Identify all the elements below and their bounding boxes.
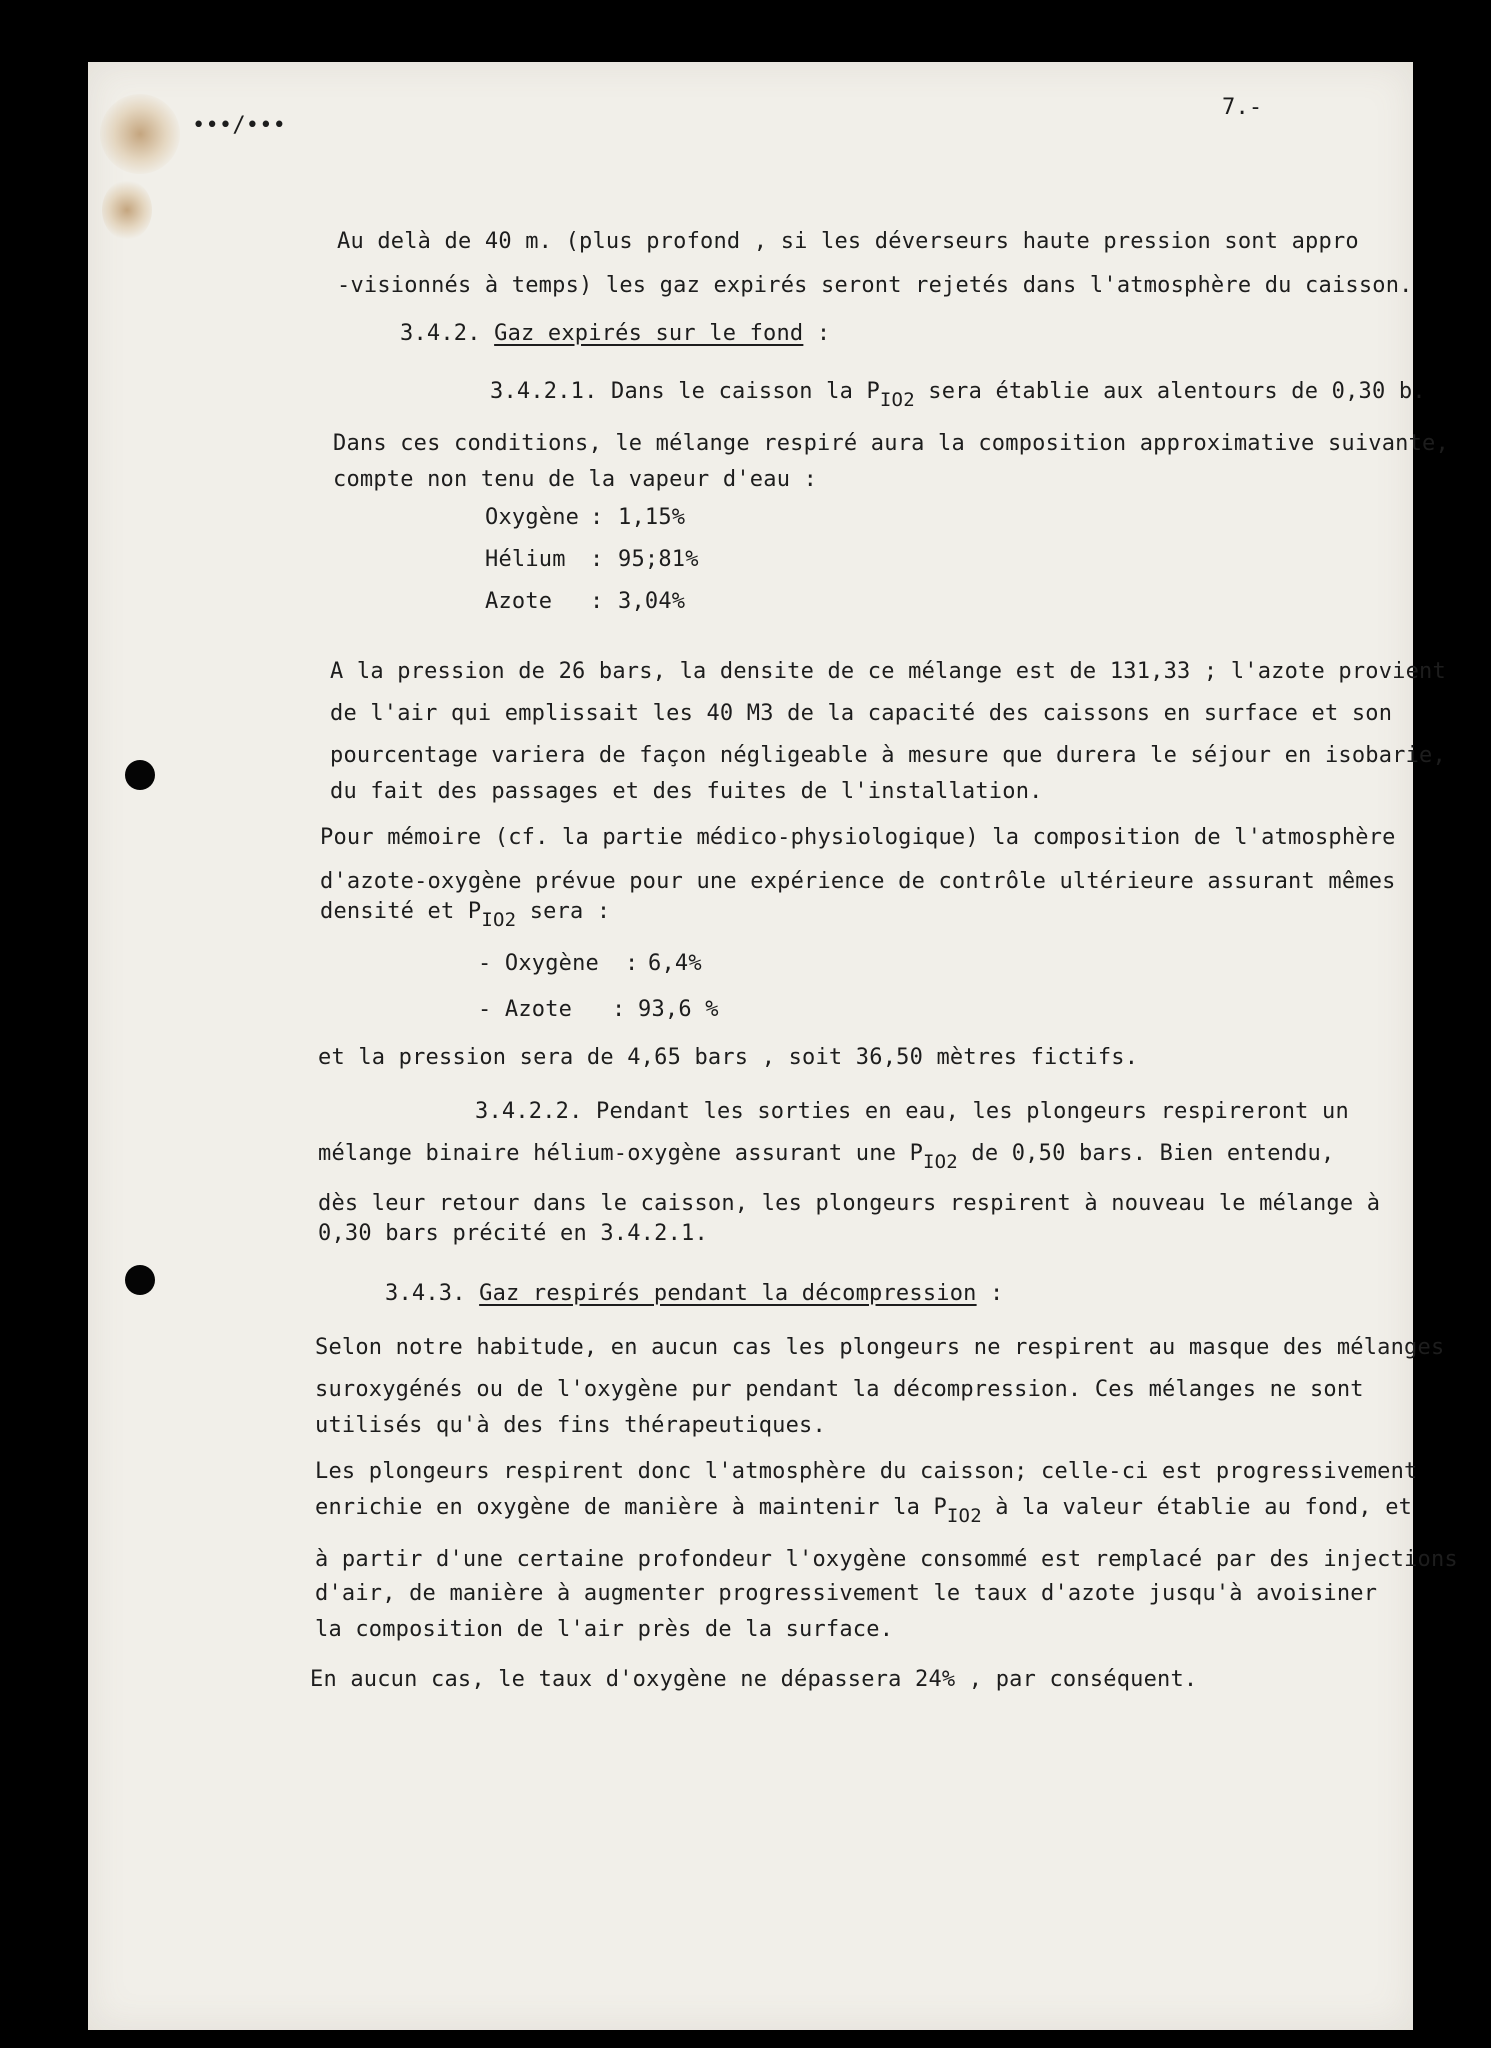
burn-stain [102,180,152,240]
gas-separator: : [612,997,626,1022]
gas-value: 6,4% [648,951,702,976]
gas-value: 95;81% [618,547,699,572]
section-title: Gaz respirés pendant la décompression [479,1281,977,1306]
gas-separator: : [590,547,604,572]
gas-separator: : [590,505,604,530]
paragraph-line: dès leur retour dans le caisson, les plongeurs respirent à nouveau le mélange à [318,1191,1381,1216]
paragraph-line: enrichie en oxygène de manière à maintenir la PIO2 à la valeur établie au fond, et [315,1495,1413,1527]
section-number: 3.4.2. [400,321,481,346]
paragraph-line: densité et PIO2 sera : [320,899,611,931]
gas-name: Oxygène [485,505,580,530]
paragraph-line: du fait des passages et des fuites de l'installation. [330,779,1043,804]
paragraph-line: Selon notre habitude, en aucun cas les plongeurs ne respirent au masque des mélanges [315,1335,1445,1360]
section-heading: 3.4.3. Gaz respirés pendant la décompression : [385,1281,1004,1306]
paragraph-line: 0,30 bars précité en 3.4.2.1. [318,1221,708,1246]
punch-hole-top [125,760,155,790]
paragraph-line: utilisés qu'à des fins thérapeutiques. [315,1413,826,1438]
page-number: 7.- [1222,95,1263,120]
section-heading: 3.4.2. Gaz expirés sur le fond : [400,321,831,346]
gas-name: - Oxygène [478,951,600,976]
paragraph-line: la composition de l'air près de la surface. [315,1617,894,1642]
paragraph-line: Les plongeurs respirent donc l'atmosphère du caisson; celle-ci est progressivement [315,1459,1418,1484]
paragraph-line: Dans ces conditions, le mélange respiré aura la composition approximative suivante, [333,431,1449,456]
gas-name: Azote [485,589,553,614]
paragraph-line: En aucun cas, le taux d'oxygène ne dépassera 24% , par conséquent. [310,1667,1198,1692]
reference-mark: •••/••• [192,113,287,138]
burn-stain [100,94,180,174]
section-title: Gaz expirés sur le fond [494,321,804,346]
gas-value: 3,04% [618,589,686,614]
gas-separator: : [590,589,604,614]
subscript: IO2 [879,389,915,411]
gas-value: 1,15% [618,505,686,530]
subscript: IO2 [946,1505,982,1527]
paragraph-line: à partir d'une certaine profondeur l'oxygène consommé est remplacé par des injections [315,1547,1458,1572]
paragraph-line: mélange binaire hélium-oxygène assurant une PIO2 de 0,50 bars. Bien entendu, [318,1141,1335,1173]
paragraph-line: pourcentage variera de façon négligeable à mesure que durera le séjour en isobarie, [330,743,1446,768]
paragraph-line: d'air, de manière à augmenter progressivement le taux d'azote jusqu'à avoisiner [315,1581,1378,1606]
gas-name: - Azote [478,997,573,1022]
paragraph-line: Pour mémoire (cf. la partie médico-physiologique) la composition de l'atmosphère [320,825,1396,850]
gas-value: 93,6 % [638,997,719,1022]
paragraph-line: A la pression de 26 bars, la densite de ce mélange est de 131,33 ; l'azote provient [330,659,1446,684]
paragraph-line: d'azote-oxygène prévue pour une expérience de contrôle ultérieure assurant mêmes [320,869,1396,894]
gas-name: Hélium [485,547,566,572]
subscript: IO2 [481,909,517,931]
paragraph-line: -visionnés à temps) les gaz expirés seront rejetés dans l'atmosphère du caisson. [337,273,1413,298]
paragraph-line: 3.4.2.2. Pendant les sorties en eau, les plongeurs respireront un [475,1099,1349,1124]
paragraph-line: de l'air qui emplissait les 40 M3 de la capacité des caissons en surface et son [330,701,1393,726]
paragraph-line: et la pression sera de 4,65 bars , soit 36,50 mètres fictifs. [318,1045,1139,1070]
paragraph-line: compte non tenu de la vapeur d'eau : [333,467,818,492]
punch-hole-bottom [125,1265,155,1295]
section-number: 3.4.3. [385,1281,466,1306]
paragraph-line: Au delà de 40 m. (plus profond , si les déverseurs haute pression sont appro [337,229,1359,254]
gas-separator: : [625,951,639,976]
subscript: IO2 [923,1151,958,1173]
paragraph-line: 3.4.2.1. Dans le caisson la PIO2 sera établie aux alentours de 0,30 b. [490,379,1426,411]
paragraph-line: suroxygénés ou de l'oxygène pur pendant la décompression. Ces mélanges ne sont [315,1377,1364,1402]
